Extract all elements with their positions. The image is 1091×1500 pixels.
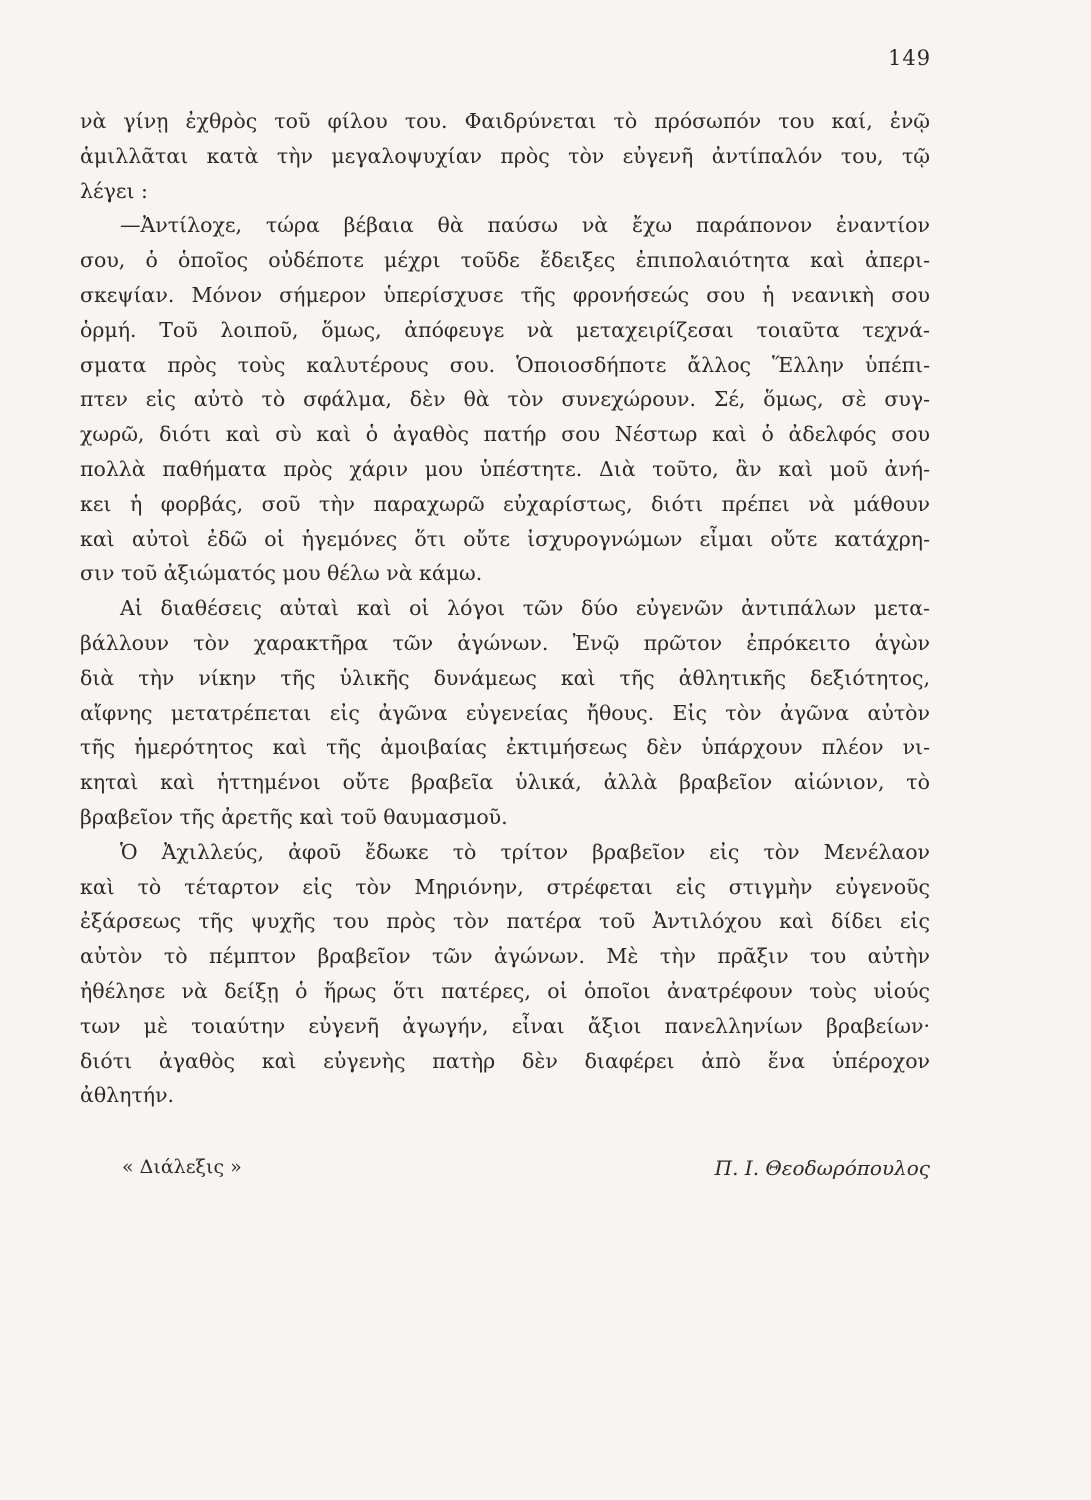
text-line: λέγει : bbox=[80, 178, 148, 203]
text-line: αἴφνης μετατρέπεται εἰς ἀγῶνα εὐγενείας ἤθους. Εἰς τὸν ἀγῶνα αὐτὸν bbox=[80, 700, 930, 725]
text-line: καὶ τὸ τέταρτον εἰς τὸν Μηριόνην, στρέφεται εἰς στιγμὴν εὐγενοῦς bbox=[80, 874, 930, 899]
text-line: κηταὶ καὶ ἡττημένοι οὔτε βραβεῖα ὑλικά, ἀλλὰ βραβεῖον αἰώνιον, τὸ bbox=[80, 770, 930, 795]
text-line: —Ἀντίλοχε, τώρα βέβαια θὰ παύσω νὰ ἔχω παράπονον ἐναντίον bbox=[120, 213, 930, 238]
text-line: τῆς ἡμερότητος καὶ τῆς ἀμοιβαίας ἐκτιμήσεως δὲν ὑπάρχουν πλέον νι- bbox=[80, 735, 930, 760]
text-line: σου, ὁ ὁποῖος οὐδέποτε μέχρι τοῦδε ἔδειξες ἐπιπολαιότητα καὶ ἀπερι- bbox=[80, 248, 930, 273]
text-line: ἀθλητήν. bbox=[80, 1083, 175, 1108]
text-line: Ὁ Ἀχιλλεύς, ἀφοῦ ἔδωκε τὸ τρίτον βραβεῖον εἰς τὸν Μενέλαον bbox=[120, 839, 930, 864]
text-line: πολλὰ παθήματα πρὸς χάριν μου ὑπέστητε. Διὰ τοῦτο, ἂν καὶ μοῦ ἀνή- bbox=[80, 456, 930, 481]
text-line: ἐξάρσεως τῆς ψυχῆς του πρὸς τὸν πατέρα τοῦ Ἀντιλόχου καὶ δίδει εἰς bbox=[80, 909, 930, 934]
body-text bbox=[80, 104, 930, 1113]
text-line: βάλλουν τὸν χαρακτῆρα τῶν ἀγώνων. Ἐνῷ πρῶτον ἐπρόκειτο ἀγὼν bbox=[80, 630, 930, 655]
text-line: αὐτὸν τὸ πέμπτον βραβεῖον τῶν ἀγώνων. Μὲ τὴν πρᾶξιν του αὐτὴν bbox=[80, 944, 930, 969]
text-line: βραβεῖον τῆς ἀρετῆς καὶ τοῦ θαυμασμοῦ. bbox=[80, 804, 508, 829]
text-line: διότι ἀγαθὸς καὶ εὐγενὴς πατὴρ δὲν διαφέρει ἀπὸ ἕνα ὑπέροχον bbox=[80, 1048, 930, 1073]
page-number: 149 bbox=[888, 46, 932, 70]
text-line: ἠθέλησε νὰ δείξῃ ὁ ἥρως ὅτι πατέρες, οἱ ὁποῖοι ἀνατρέφουν τοὺς υἱούς bbox=[80, 978, 930, 1003]
text-line: πτεν εἰς αὐτὸ τὸ σφάλμα, δὲν θὰ τὸν συνεχώρουν. Σέ, ὅμως, σὲ συγ- bbox=[80, 387, 930, 412]
text-line: κει ἡ φορβάς, σοῦ τὴν παραχωρῶ εὐχαρίστως, διότι πρέπει νὰ μάθουν bbox=[80, 491, 930, 516]
text-line: καὶ αὐτοὶ ἐδῶ οἱ ἡγεμόνες ὅτι οὔτε ἰσχυρογνώμων εἶμαι οὔτε κατάχρη- bbox=[80, 526, 930, 551]
text-line: διὰ τὴν νίκην τῆς ὑλικῆς δυνάμεως καὶ τῆς ἀθλητικῆς δεξιότητος, bbox=[80, 665, 930, 690]
text-line: σματα πρὸς τοὺς καλυτέρους σου. Ὁποιοσδήποτε ἄλλος Ἕλλην ὑπέπι- bbox=[80, 352, 930, 377]
text-line: σκεψίαν. Μόνον σήμερον ὑπερίσχυσε τῆς φρονήσεώς σου ἡ νεανικὴ σου bbox=[80, 282, 930, 307]
source-citation: « Διάλεξις » bbox=[122, 1156, 242, 1178]
text-line: ἁμιλλᾶται κατὰ τὴν μεγαλοψυχίαν πρὸς τὸν εὐγενῆ ἀντίπαλόν του, τῷ bbox=[80, 143, 930, 168]
signature-row bbox=[80, 1156, 930, 1190]
text-line: Αἱ διαθέσεις αὐταὶ καὶ οἱ λόγοι τῶν δύο εὐγενῶν ἀντιπάλων μετα- bbox=[120, 596, 930, 621]
text-line: των μὲ τοιαύτην εὐγενῆ ἀγωγήν, εἶναι ἄξιοι πανελληνίων βραβείων· bbox=[80, 1013, 930, 1038]
text-line: ὁρμή. Τοῦ λοιποῦ, ὅμως, ἀπόφευγε νὰ μεταχειρίζεσαι τοιαῦτα τεχνά- bbox=[80, 317, 930, 342]
text-line: νὰ γίνῃ ἐχθρὸς τοῦ φίλου του. Φαιδρύνεται τὸ πρόσωπόν του καί, ἐνῷ bbox=[80, 109, 930, 133]
author-name: Π. Ι. Θεοδωρόπουλος bbox=[714, 1156, 930, 1180]
text-line: χωρῶ, διότι καὶ σὺ καὶ ὁ ἀγαθὸς πατήρ σου Νέστωρ καὶ ὁ ἀδελφός σου bbox=[80, 422, 930, 447]
text-line: σιν τοῦ ἀξιώματός μου θέλω νὰ κάμω. bbox=[80, 561, 483, 586]
